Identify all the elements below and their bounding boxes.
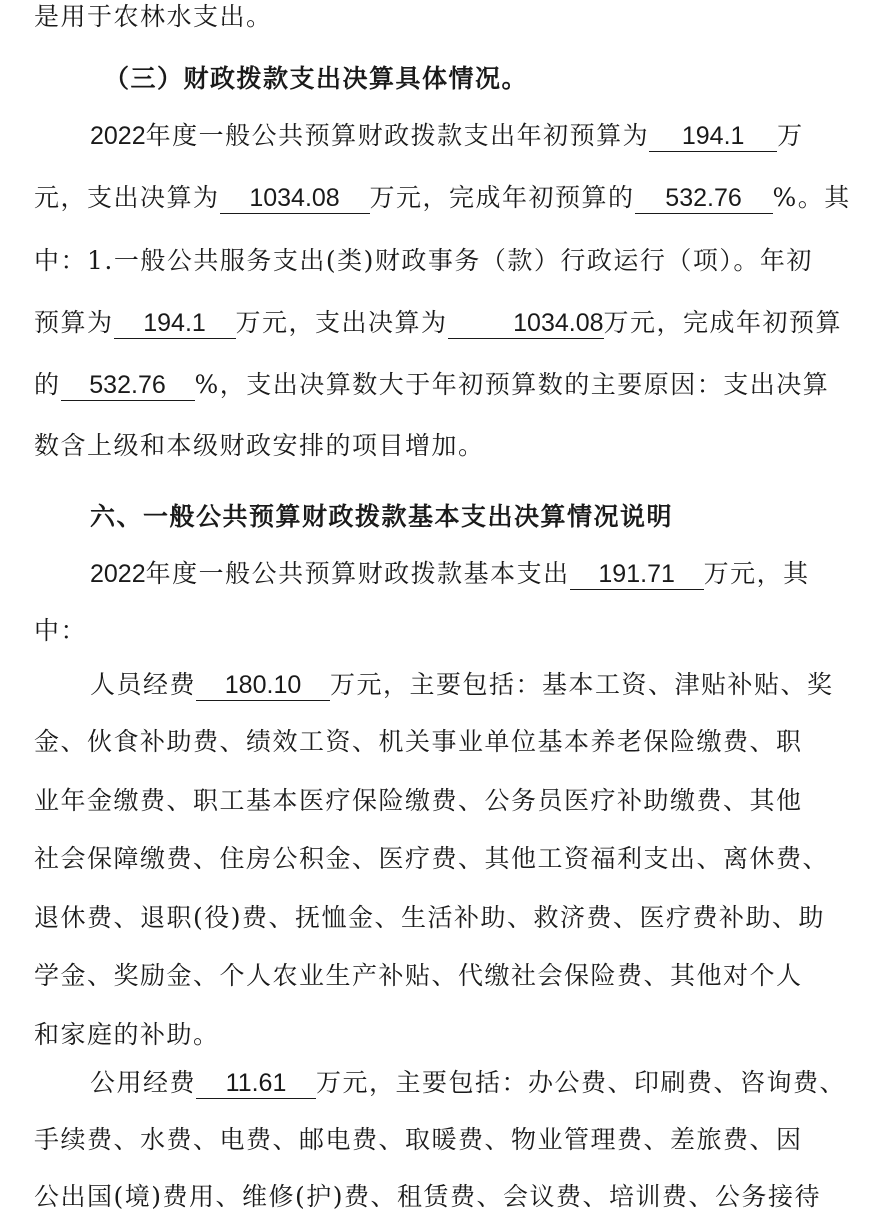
- paragraph-line: [90, 668, 866, 702]
- subsection-heading: （三）财政拨款支出决算具体情况。: [104, 64, 529, 93]
- text: 万元，完成年初预算的: [369, 183, 635, 212]
- underlined-value: 532.76: [61, 370, 195, 401]
- text: %。其: [772, 183, 851, 212]
- paragraph-line: 学金、奖励金、个人农业生产补贴、代缴社会保险费、其他对个人: [34, 961, 803, 990]
- text: 元，支出决算为: [34, 183, 220, 212]
- underlined-value: 191.71: [570, 559, 704, 590]
- text: 公用经费: [90, 1068, 197, 1097]
- paragraph-line: 手续费、水费、电费、邮电费、取暖费、物业管理费、差旅费、因: [34, 1125, 803, 1154]
- paragraph-line: [90, 1066, 866, 1100]
- text: 年度一般公共预算财政拨款基本支出: [145, 559, 570, 588]
- underlined-value: 11.61: [196, 1068, 316, 1099]
- text: 人员经费: [90, 670, 197, 699]
- paragraph-line: 中：1.一般公共服务支出(类)财政事务（款）行政运行（项）。年初: [34, 246, 813, 275]
- paragraph-line: [90, 119, 866, 153]
- paragraph-line: 中：: [34, 616, 88, 645]
- paragraph-line: 金、伙食补助费、绩效工资、机关事业单位基本养老保险缴费、职: [34, 727, 803, 756]
- paragraph-line: 社会保障缴费、住房公积金、医疗费、其他工资福利支出、离休费、: [34, 844, 830, 873]
- underlined-value: 180.10: [196, 670, 330, 701]
- paragraph-line: [34, 181, 866, 215]
- paragraph-line: [90, 557, 866, 591]
- underlined-value: 194.1: [649, 121, 777, 152]
- text: 万: [777, 121, 804, 150]
- text: %，支出决算数大于年初预算数的主要原因：支出决算: [194, 370, 830, 399]
- text: 万元，其: [703, 559, 810, 588]
- underlined-value: 532.76: [635, 183, 773, 214]
- text: 预算为: [34, 308, 114, 337]
- text: 年度一般公共预算财政拨款支出年初预算为: [145, 121, 650, 150]
- text: 万元，完成年初预算: [603, 308, 843, 337]
- text: 万元，主要包括：办公费、印刷费、咨询费、: [316, 1068, 847, 1097]
- section-heading: 六、一般公共预算财政拨款基本支出决算情况说明: [90, 502, 674, 531]
- underlined-value: 1034.08: [448, 308, 604, 339]
- text: 万元，主要包括：基本工资、津贴补贴、奖: [330, 670, 834, 699]
- text: 万元，支出决算为: [235, 308, 448, 337]
- year-text: 2022: [90, 560, 146, 588]
- paragraph-line: 业年金缴费、职工基本医疗保险缴费、公务员医疗补助缴费、其他: [34, 786, 803, 815]
- year-text: 2022: [90, 122, 146, 150]
- paragraph-line: 数含上级和本级财政安排的项目增加。: [34, 431, 485, 460]
- text-line: 是用于农林水支出。: [34, 2, 273, 31]
- paragraph-line: 公出国(境)费用、维修(护)费、租赁费、会议费、培训费、公务接待: [34, 1182, 822, 1211]
- paragraph-line: 退休费、退职(役)费、抚恤金、生活补助、救济费、医疗费补助、助: [34, 903, 826, 932]
- paragraph-line: [34, 368, 866, 402]
- underlined-value: 194.1: [114, 308, 236, 339]
- underlined-value: 1034.08: [220, 183, 370, 214]
- text: 的: [34, 370, 61, 399]
- paragraph-line: [34, 306, 866, 340]
- paragraph-line: 和家庭的补助。: [34, 1020, 220, 1049]
